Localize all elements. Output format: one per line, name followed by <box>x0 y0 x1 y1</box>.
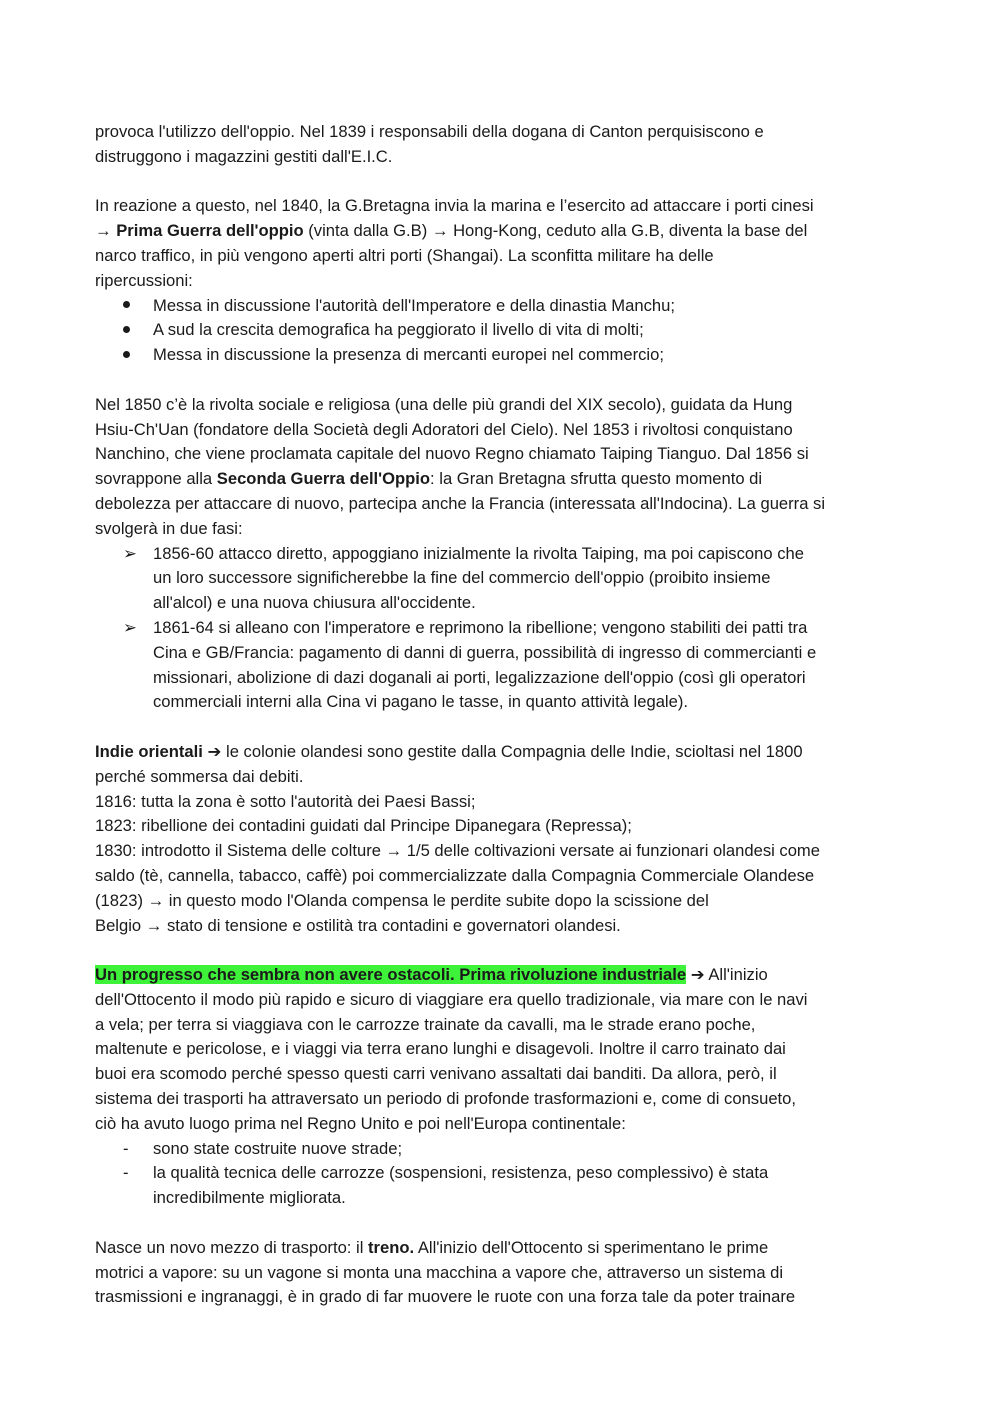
term-indie-orientali: Indie orientali <box>95 741 203 761</box>
list-item: ➢ 1861-64 si alleano con l'imperatore e reprimono la ribellione; vengono stabiliti dei patti tra Cina e GB/Francia: pagamento di danni di guerra, possibilità di ingresso di commercianti e missionari, abolizione di dazi doganali ai porti, legalizzazione dell'oppio (così gli operatori commerciali interni alla Cina vi pagano le tasse, in quanto attività legale). <box>123 617 817 712</box>
bullet-dot-icon <box>123 326 130 333</box>
bullet-dot-icon <box>123 351 130 358</box>
paragraph-indie-orientali <box>95 740 910 938</box>
text-line: motrici a vapore: su un vagone si monta una macchina a vapore che, attraverso un sistema di <box>95 1262 784 1282</box>
term-treno: treno. <box>368 1237 415 1257</box>
paragraph-taiping <box>95 393 910 715</box>
text-line: Un progresso che sembra non avere ostacoli. Prima rivoluzione industriale ➔ All'inizio <box>95 965 768 985</box>
text-line: narco traffico, in più vengono aperti altri porti (Shangai). La sconfitta militare ha delle <box>95 245 714 265</box>
text-line: Hsiu-Ch'Uan (fondatore della Società degli Adoratori del Cielo). Nel 1853 i rivoltosi conquistano <box>95 419 793 439</box>
text-line: saldo (tè, cannella, tabacco, caffè) poi commercializzate dalla Compagnia Commerciale Olandese <box>95 865 815 885</box>
paragraph-first-opium-war <box>95 194 910 368</box>
text-line: 1823: ribellione dei contadini guidati dal Principe Dipanegara (Repressa); <box>95 816 632 836</box>
text-line: 1816: tutta la zona è sotto l'autorità dei Paesi Bassi; <box>95 791 476 811</box>
text-line: buoi era scomodo perché spesso questi carri venivano assaltati dai banditi. Da allora, però, il <box>95 1064 777 1084</box>
arrow-bullet-icon: ➢ <box>123 543 137 563</box>
text-line: maltenute e pericolose, e i viaggi via terra erano lunghi e disagevoli. Inoltre il carro trainato dai <box>95 1039 786 1059</box>
text-line: Indie orientali ➔ le colonie olandesi sono gestite dalla Compagnia delle Indie, scioltasi nel 1800 <box>95 741 803 761</box>
highlighted-heading: Un progresso che sembra non avere ostacoli. Prima rivoluzione industriale <box>95 965 687 985</box>
arrow-bullet-icon: ➢ <box>123 617 137 637</box>
text-line: distruggono i magazzini gestiti dall'E.I.C. <box>95 146 393 166</box>
text-line: a vela; per terra si viaggiava con le carrozze trainate da cavalli, ma le strade erano poche, <box>95 1014 756 1034</box>
text-line: Nel 1850 c’è la rivolta sociale e religiosa (una delle più grandi del XIX secolo), guidata da Hung <box>95 394 793 414</box>
text-line: ciò ha avuto luogo prima nel Regno Unito e poi nell'Europa continentale: <box>95 1113 626 1133</box>
text-line: Nanchino, che viene proclamata capitale del nuovo Regno chiamato Taiping Tianguo. Dal 1856 si <box>95 444 809 464</box>
text-line: sistema dei trasporti ha attraversato un periodo di profonde trasformazioni e, come di consueto, <box>95 1089 796 1109</box>
text-line: sovrappone alla Seconda Guerra dell'Oppio: la Gran Bretagna sfrutta questo momento di <box>95 469 763 489</box>
text-line: dell'Ottocento il modo più rapido e sicuro di viaggiare era quello tradizionale, via mare con le navi <box>95 989 808 1009</box>
dash-bullet-icon: - <box>123 1163 129 1183</box>
bullet-dot-icon <box>123 301 130 308</box>
bullet-list <box>95 294 910 368</box>
list-item: A sud la crescita demografica ha peggiorato il livello di vita di molti; <box>95 318 910 343</box>
list-item: - la qualità tecnica delle carrozze (sospensioni, resistenza, peso complessivo) è stata incredibilmente migliorata. <box>123 1163 769 1208</box>
page-body <box>95 120 910 1310</box>
arrow-icon: ➔ <box>202 741 227 761</box>
text-line: Nasce un novo mezzo di trasporto: il treno. All'inizio dell'Ottocento si sperimentano le prime <box>95 1237 769 1257</box>
list-item: - sono state costruite nuove strade; <box>95 1137 910 1162</box>
text-line: ripercussioni: <box>95 270 193 290</box>
text-line: perché sommersa dai debiti. <box>95 766 304 786</box>
dash-list <box>95 1137 910 1211</box>
text-line: trasmissioni e ingranaggi, è in grado di far muovere le ruote con una forza tale da poter trainare <box>95 1287 796 1307</box>
text-line: Belgio → stato di tensione e ostilità tra contadini e governatori olandesi. <box>95 915 621 935</box>
paragraph-treno <box>95 1236 910 1310</box>
text-line: provoca l'utilizzo dell'oppio. Nel 1839 i responsabili della dogana di Canton perquisiscono e <box>95 122 764 141</box>
text-line: → Prima Guerra dell'oppio (vinta dalla G.B) → Hong-Kong, ceduto alla G.B, diventa la base del <box>95 221 808 241</box>
text-line: In reazione a questo, nel 1840, la G.Bretagna invia la marina e l’esercito ad attaccare i porti cinesi <box>95 196 814 216</box>
arrow-list <box>95 542 910 716</box>
text-line: (1823) → in questo modo l'Olanda compensa le perdite subite dopo la scissione del <box>95 890 709 910</box>
dash-bullet-icon: - <box>123 1138 129 1158</box>
text-line: 1830: introdotto il Sistema delle colture → 1/5 delle coltivazioni versate ai funzionari olandesi come <box>95 841 820 861</box>
term-prima-guerra-oppio: Prima Guerra dell'oppio <box>116 221 304 241</box>
paragraph-rivoluzione-industriale <box>95 963 910 1211</box>
list-item: Messa in discussione la presenza di mercanti europei nel commercio; <box>95 343 910 368</box>
arrow-icon: ➔ <box>686 965 709 985</box>
text-line: debolezza per attaccare di nuovo, partecipa anche la Francia (interessata all'Indocina). La guerra si <box>95 493 826 513</box>
list-item: ➢ 1856-60 attacco diretto, appoggiano inizialmente la rivolta Taiping, ma poi capiscono che un loro successore significherebbe la fine del commercio dell'oppio (proibito insieme all'alcol) e una nuova chiusura all'occidente. <box>123 543 804 613</box>
paragraph-opium-canton <box>95 120 910 170</box>
term-seconda-guerra-oppio: Seconda Guerra dell'Oppio <box>216 469 431 489</box>
arrow-symbol: → <box>95 221 117 241</box>
list-item: Messa in discussione l'autorità dell'Imperatore e della dinastia Manchu; <box>95 294 910 319</box>
text-line: svolgerà in due fasi: <box>95 518 243 538</box>
